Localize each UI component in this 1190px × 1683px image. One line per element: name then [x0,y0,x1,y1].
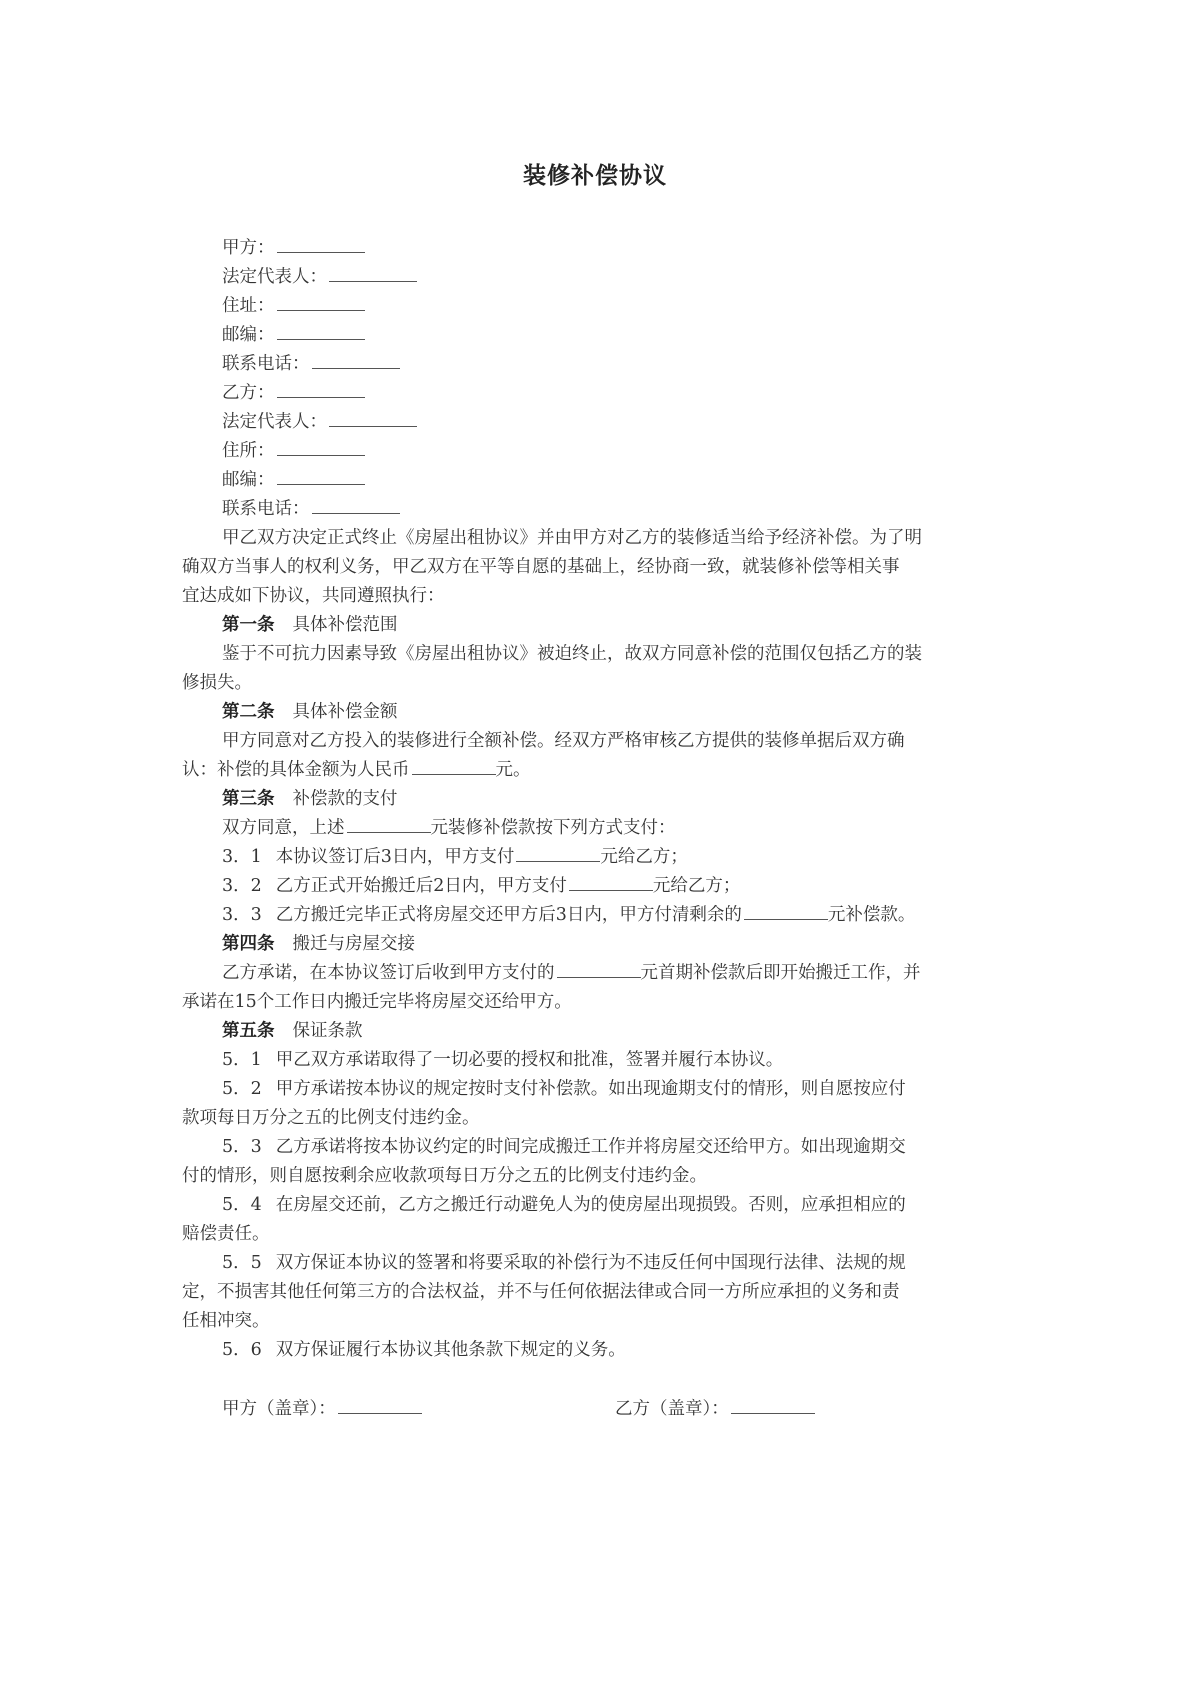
clause-5-2-cont: 款项每日万分之五的比例支付违约金。 [182,1108,480,1128]
blank-field[interactable] [277,296,365,311]
blank-field[interactable] [347,818,431,833]
article-5-heading: 第五条 保证条款 [222,1021,363,1041]
party-a-phone-field: 联系电话： [222,349,1062,380]
clause-5-4: 5．4 在房屋交还前，乙方之搬迁行动避免人为的使房屋出现损毁。否则，应承担相应的 [222,1195,906,1215]
preamble-line: 确双方当事人的权利义务，甲乙双方在平等自愿的基础上，经协商一致，就装修补偿等相关事 [182,557,900,577]
blank-field[interactable] [277,238,365,253]
party-a-address-field: 住址： [222,291,1062,322]
article-3-heading: 第三条 补偿款的支付 [222,789,398,809]
clause-5-6: 5．6 双方保证履行本协议其他条款下规定的义务。 [222,1340,626,1360]
party-a-field: 甲方： [222,233,1062,264]
party-b-phone-field: 联系电话： [222,494,1062,525]
article-4-text: 乙方承诺，在本协议签订后收到甲方支付的 元首期补偿款后即开始搬迁工作，并 [222,963,921,983]
article-2-text: 认：补偿的具体金额为人民币 元。 [182,760,531,780]
blank-field[interactable] [277,325,365,340]
blank-field[interactable] [312,354,400,369]
clause-5-5-cont: 任相冲突。 [182,1311,270,1331]
article-2-text: 甲方同意对乙方投入的装修进行全额补偿。经双方严格审核乙方提供的装修单据后双方确 [222,731,905,751]
blank-field[interactable] [569,876,653,891]
clause-5-2: 5．2 甲方承诺按本协议的规定按时支付补偿款。如出现逾期支付的情形，则自愿按应付 [222,1079,906,1099]
blank-field[interactable] [277,383,365,398]
blank-field[interactable] [312,499,400,514]
party-b-zip-field: 邮编： [222,465,1062,496]
blank-field[interactable] [277,441,365,456]
blank-field[interactable] [557,963,641,978]
party-a-zip-field: 邮编： [222,320,1062,351]
clause-5-1: 5．1 甲乙双方承诺取得了一切必要的授权和批准，签署并履行本协议。 [222,1050,784,1070]
preamble-line: 宜达成如下协议，共同遵照执行： [182,586,445,606]
blank-field[interactable] [277,470,365,485]
article-1-heading: 第一条 具体补偿范围 [222,615,398,635]
signature-blank[interactable] [731,1399,815,1414]
party-b-rep-field: 法定代表人： [222,407,1062,438]
clause-3-3: 3．3 乙方搬迁完毕正式将房屋交还甲方后3日内，甲方付清剩余的 元补偿款。 [222,905,916,925]
clause-5-3-cont: 付的情形，则自愿按剩余应收款项每日万分之五的比例支付违约金。 [182,1166,707,1186]
blank-field[interactable] [516,847,600,862]
party-b-signature: 乙方（盖章）： [615,1394,975,1425]
blank-field[interactable] [412,760,496,775]
blank-field[interactable] [329,267,417,282]
clause-3-2: 3．2 乙方正式开始搬迁后2日内，甲方支付 元给乙方； [222,876,741,896]
preamble-line: 甲乙双方决定正式终止《房屋出租协议》并由甲方对乙方的装修适当给予经济补偿。为了明 [222,528,922,548]
article-2-heading: 第二条 具体补偿金额 [222,702,398,722]
clause-5-4-cont: 赔偿责任。 [182,1224,270,1244]
article-1-text: 鉴于不可抗力因素导致《房屋出租协议》被迫终止，故双方同意补偿的范围仅包括乙方的装 [222,644,922,664]
blank-field[interactable] [744,905,828,920]
party-a-rep-field: 法定代表人： [222,262,1062,293]
clause-5-5: 5．5 双方保证本协议的签署和将要采取的补偿行为不违反任何中国现行法律、法规的规 [222,1253,906,1273]
clause-5-5-cont: 定，不损害其他任何第三方的合法权益，并不与任何依据法律或合同一方所应承担的义务和责 [182,1282,900,1302]
article-3-intro: 双方同意，上述 元装修补偿款按下列方式支付： [222,818,676,838]
clause-5-3: 5．3 乙方承诺将按本协议约定的时间完成搬迁工作并将房屋交还给甲方。如出现逾期交 [222,1137,906,1157]
document-title: 装修补偿协议 [523,163,667,189]
article-4-heading: 第四条 搬迁与房屋交接 [222,934,415,954]
blank-field[interactable] [329,412,417,427]
party-a-signature: 甲方（盖章）： [222,1394,582,1425]
party-b-address-field: 住所： [222,436,1062,467]
clause-3-1: 3．1 本协议签订后3日内，甲方支付 元给乙方； [222,847,688,867]
party-b-field: 乙方： [222,378,1062,409]
signature-blank[interactable] [338,1399,422,1414]
article-4-text: 承诺在15个工作日内搬迁完毕将房屋交还给甲方。 [182,992,572,1012]
article-1-text: 修损失。 [182,673,252,693]
